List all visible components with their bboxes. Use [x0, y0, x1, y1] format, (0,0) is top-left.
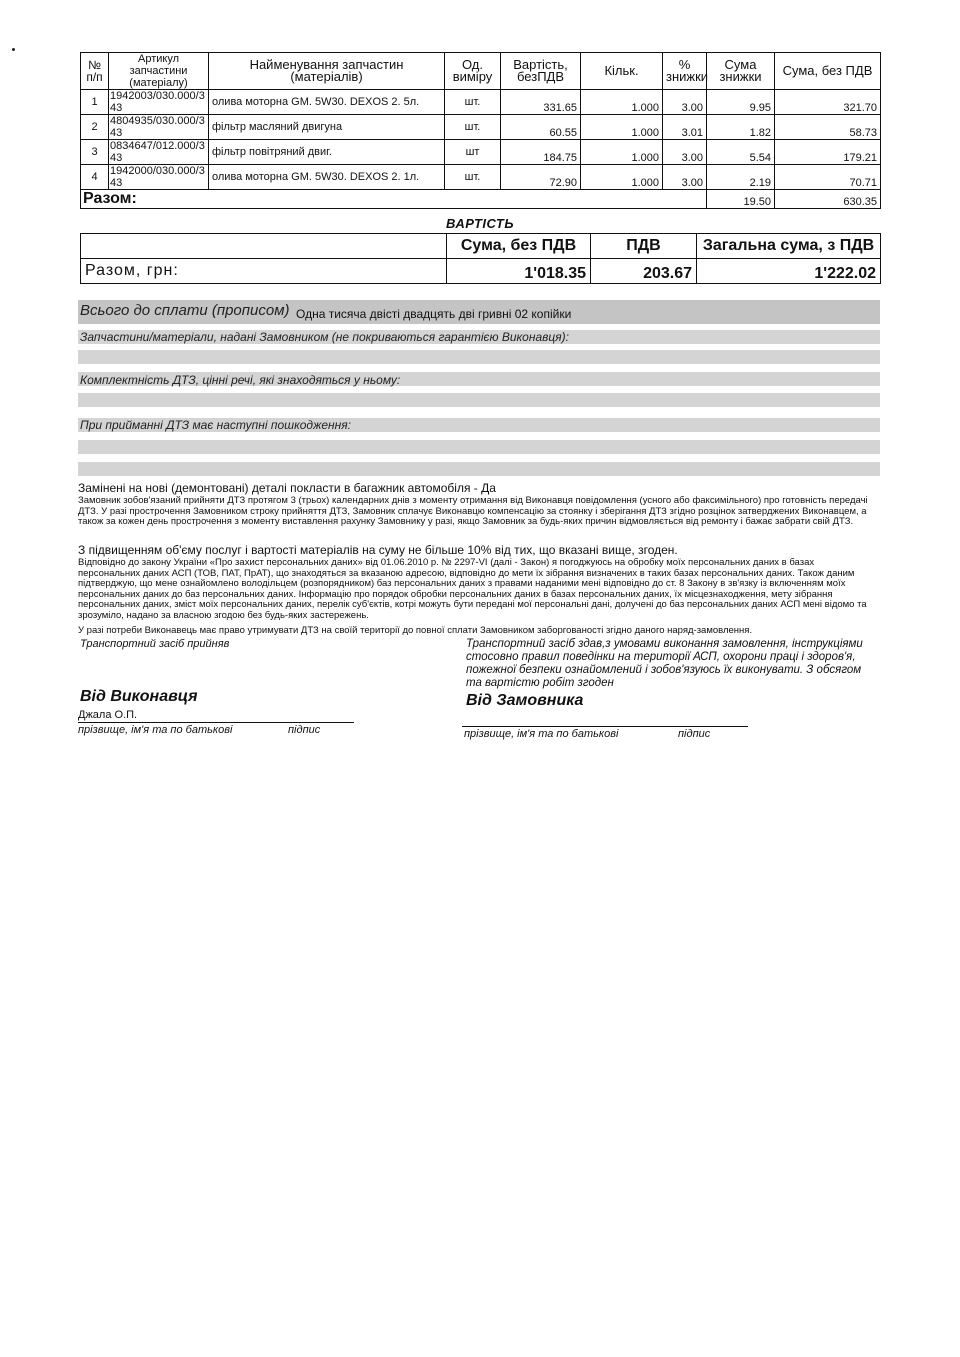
header-discount-pct: % знижки	[663, 53, 707, 90]
executor-caption-sign: підпис	[288, 724, 321, 736]
damages-line	[78, 440, 880, 454]
row-qty: 1.000	[581, 165, 663, 190]
parts-table	[80, 52, 881, 209]
row-discount-pct: 3.00	[663, 90, 707, 115]
row-article: 1942003/030.000/343	[109, 90, 209, 115]
damages-line	[78, 462, 880, 476]
terms-retention: У разі потреби Виконавець має право утримувати ДТЗ на своїй території до повної сплати Замовником заборгованості згідно даного наряд-замовлення.	[78, 625, 753, 636]
scan-speck	[12, 48, 15, 51]
row-sum: 70.71	[775, 165, 881, 190]
table-row	[81, 115, 881, 140]
customer-parts-label: Запчастини/матеріали, надані Замовником (не покриваються гарантією Виконавця):	[80, 330, 569, 344]
header-discount-sum: Сума знижки	[707, 53, 775, 90]
completeness-line	[78, 393, 880, 407]
row-num: 4	[81, 165, 109, 190]
row-discount-sum: 9.95	[707, 90, 775, 115]
cost-table	[80, 233, 881, 284]
row-qty: 1.000	[581, 140, 663, 165]
terms-acceptance: Замовник зобов'язаний прийняти ДТЗ протягом 3 (трьох) календарних днів з моменту отримання від Виконавця повідомлення (усного або факсимільного) про готовність передачі ДТЗ. У разі прострочення Замовником строку прийняття ДТЗ, Замовник сплачує Виконавцю компенсацію за стоянку і зберігання ДТЗ згідно розцінок затверджених Виконавцем, а також за кожен день прострочення з моменту виставлення рахунку Замовнику у разі, якщо Замовник за будь-яких причин відмовляється від ремонту і бажає забрати свій ДТЗ.	[78, 495, 868, 528]
row-sum: 179.21	[775, 140, 881, 165]
row-article: 0834647/012.000/343	[109, 140, 209, 165]
cost-value-row	[81, 259, 881, 284]
header-sum: Сума, без ПДВ	[775, 53, 881, 90]
customer-signature-line	[462, 726, 748, 727]
table-row	[81, 165, 881, 190]
executor-signature-line	[78, 722, 354, 723]
executor-caption-name: прізвище, ім'я та по батькові	[78, 724, 233, 736]
header-price: Вартість, безПДВ	[501, 53, 581, 90]
row-price: 184.75	[501, 140, 581, 165]
total-blank	[581, 190, 663, 209]
cost-header-blank	[81, 234, 447, 259]
damages-label: При прийманні ДТЗ має наступні пошкодження:	[80, 418, 351, 432]
table-row	[81, 140, 881, 165]
row-name: фільтр повітряний двиг.	[209, 140, 445, 165]
row-sum: 58.73	[775, 115, 881, 140]
total-blank	[445, 190, 501, 209]
row-num: 2	[81, 115, 109, 140]
cost-row-label: Разом, грн:	[81, 259, 447, 284]
row-discount-sum: 1.82	[707, 115, 775, 140]
executor-title: Від Виконавця	[80, 688, 198, 705]
row-num: 3	[81, 140, 109, 165]
row-qty: 1.000	[581, 90, 663, 115]
in-words-value: Одна тисяча двісті двадцять дві гривні 02 копійки	[296, 307, 572, 321]
cost-title: ВАРТІСТЬ	[446, 216, 515, 231]
row-discount-pct: 3.00	[663, 165, 707, 190]
row-unit: шт.	[445, 115, 501, 140]
parts-total-row	[81, 190, 881, 209]
row-price: 60.55	[501, 115, 581, 140]
total-blank	[501, 190, 581, 209]
parts-header-row	[81, 53, 881, 90]
row-price: 72.90	[501, 165, 581, 190]
total-sum: 630.35	[775, 190, 881, 209]
row-name: фільтр масляний двигуна	[209, 115, 445, 140]
customer-caption-sign: підпис	[678, 728, 711, 740]
row-discount-pct: 3.00	[663, 140, 707, 165]
terms-increase: З підвищенням об'єму послуг і вартості матеріалів на суму не більше 10% від тих, що вказані вище, згоден.	[78, 543, 678, 557]
row-num: 1	[81, 90, 109, 115]
row-qty: 1.000	[581, 115, 663, 140]
executor-name: Джала О.П.	[78, 709, 138, 721]
total-label: Разом:	[81, 190, 445, 209]
row-sum: 321.70	[775, 90, 881, 115]
header-article: Артикул запчастини (матеріалу)	[109, 53, 209, 90]
vehicle-handed-note: Транспортний засіб здав,з умовами виконання замовлення, інструкціями стосовно правил поведінки на території АСП, охорони праці і здоров'я, пожежної безпеки ознайомлений і зобов'язуюсь їх виконувати. З обсягом та вартістю робіт згоден	[466, 638, 863, 689]
terms-personal-data: Відповідно до закону України «Про захист персональних даних» від 01.06.2010 р. № 2297-VI (далі - Закон) я погоджуюсь на обробку моїх персональних даних в базах персональних даних АСП (ТОВ, ПАТ, ПрАТ), що знаходяться за вказаною адресою, відповідно до мети їх зібрання визначених в таких базах персональних даних. Також даним підтверджую, що мене ознайомлено володільцем (розпорядником) баз персональних даних з правами наданими мені відповідно до ст. 8 Закону в зв'язку із включенням моїх персональних даних до баз персональних даних. Інформацію про порядок обробки персональних даних в базах персональних даних, їх місцезнаходження, мету зібрання персональних даних, зміст моїх персональних даних, перелік суб'єктів, котрі можуть бути передані мої персональні дані, долучені до баз персональних даних АСП мені відомо та зрозуміло, надано за власною згодою без будь-яких застережень.	[78, 557, 867, 621]
row-unit: шт.	[445, 165, 501, 190]
customer-parts-line	[78, 350, 880, 364]
cost-header-sum: Сума, без ПДВ	[447, 234, 591, 259]
cost-header-total: Загальна сума, з ПДВ	[697, 234, 881, 259]
row-article: 4804935/030.000/343	[109, 115, 209, 140]
row-name: олива моторна GM. 5W30. DEXOS 2. 1л.	[209, 165, 445, 190]
row-price: 331.65	[501, 90, 581, 115]
row-discount-pct: 3.01	[663, 115, 707, 140]
cost-header-vat: ПДВ	[591, 234, 697, 259]
table-row	[81, 90, 881, 115]
row-name: олива моторна GM. 5W30. DEXOS 2. 5л.	[209, 90, 445, 115]
row-discount-sum: 2.19	[707, 165, 775, 190]
header-unit: Од. виміру	[445, 53, 501, 90]
total-blank	[663, 190, 707, 209]
row-discount-sum: 5.54	[707, 140, 775, 165]
header-name: Найменування запчастин (матеріалів)	[209, 53, 445, 90]
cost-header-row	[81, 234, 881, 259]
customer-title: Від Замовника	[466, 692, 584, 709]
replaced-parts-note: Замінені на нові (демонтовані) деталі покласти в багажник автомобіля - Да	[78, 481, 496, 495]
row-unit: шт	[445, 140, 501, 165]
header-num: № п/п	[81, 53, 109, 90]
total-discount: 19.50	[707, 190, 775, 209]
cost-vat: 203.67	[591, 259, 697, 284]
completeness-label: Комплектність ДТЗ, цінні речі, які знаходяться у ньому:	[80, 373, 401, 387]
header-qty: Кільк.	[581, 53, 663, 90]
in-words-label: Всього до сплати (прописом)	[80, 302, 290, 319]
customer-caption-name: прізвище, ім'я та по батькові	[464, 728, 619, 740]
vehicle-received-note: Транспортний засіб прийняв	[80, 638, 230, 650]
row-unit: шт.	[445, 90, 501, 115]
row-article: 1942000/030.000/343	[109, 165, 209, 190]
cost-total: 1'222.02	[697, 259, 881, 284]
cost-sum: 1'018.35	[447, 259, 591, 284]
